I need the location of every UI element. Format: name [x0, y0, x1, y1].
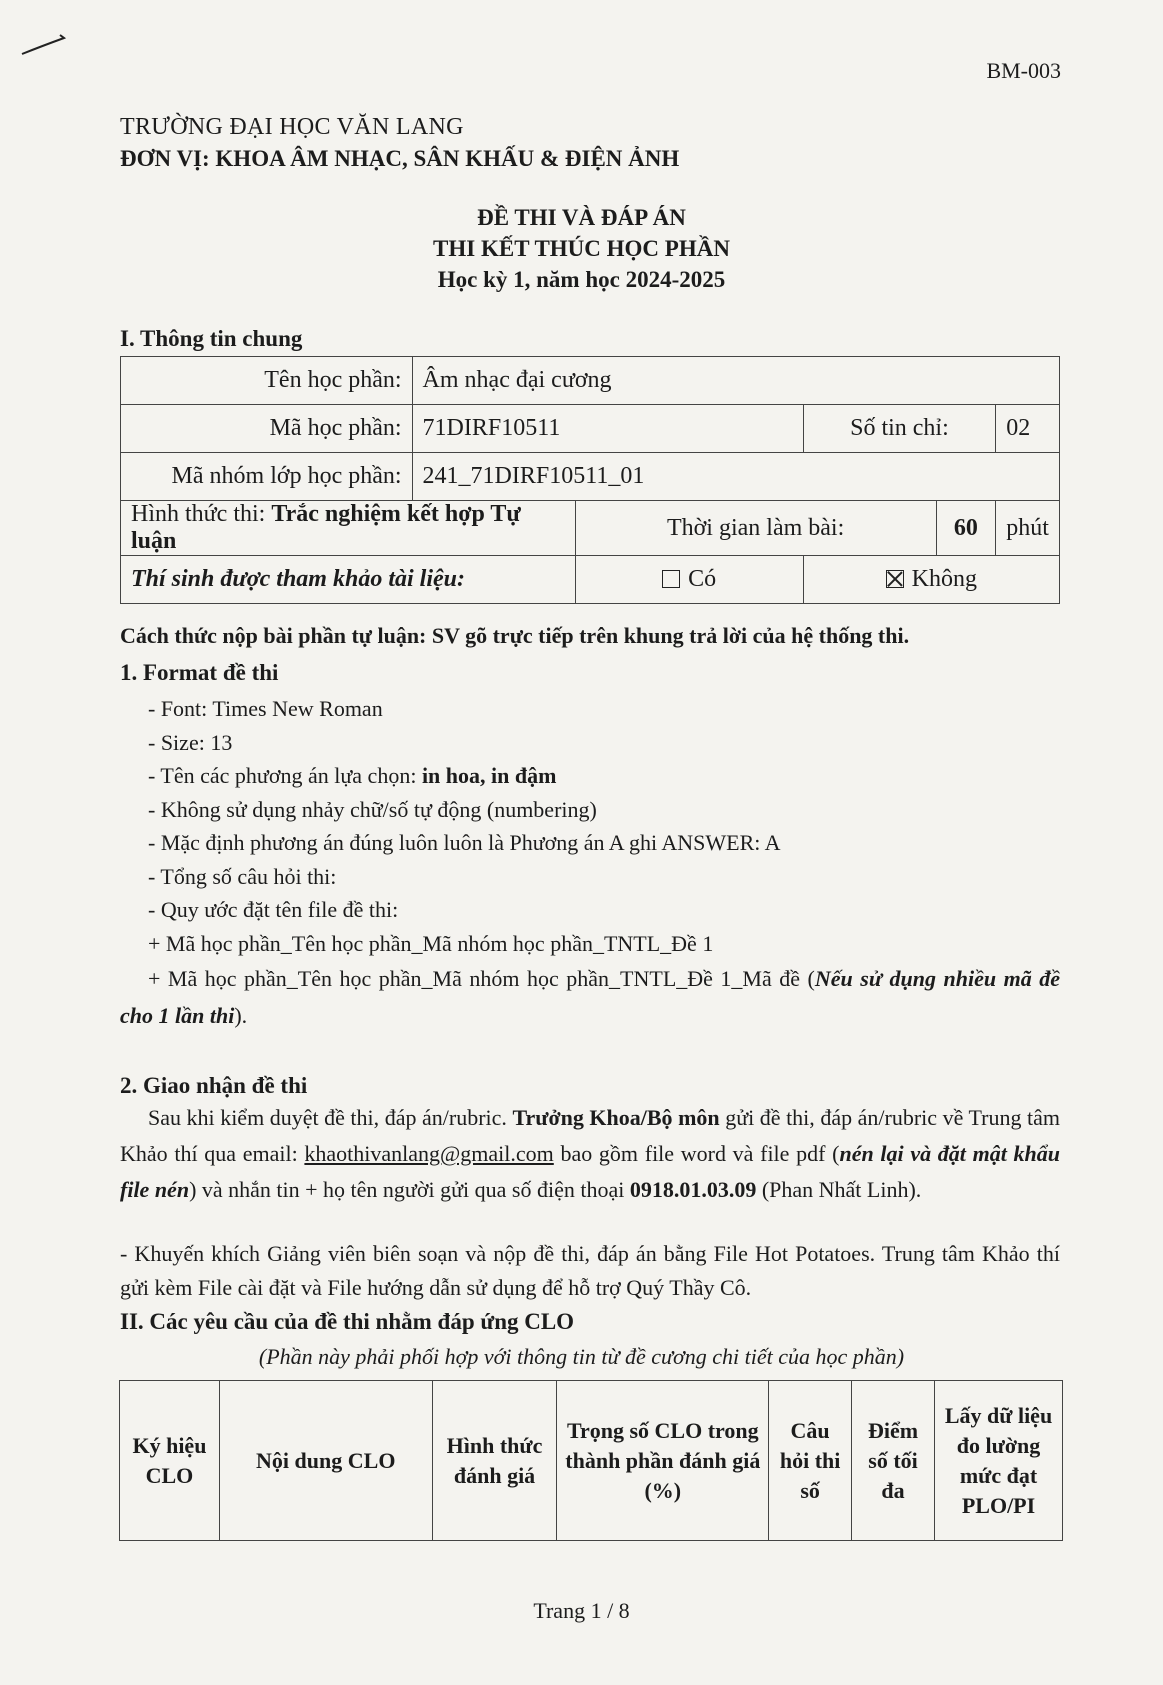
clo-col-plo: Lấy dữ liệu đo lường mức đạt PLO/PI — [935, 1381, 1063, 1541]
section2-subtitle: (Phần này phải phối hợp với thông tin từ đề cương chi tiết của học phần) — [258, 1344, 905, 1369]
school-name: TRƯỜNG ĐẠI HỌC VĂN LANG — [120, 114, 464, 140]
credits-value: 02 — [996, 405, 1060, 453]
format-item: - Không sử dụng nhảy chữ/số tự động (numbering) — [148, 796, 597, 822]
format-item-options: - Tên các phương án lựa chọn: in hoa, in đậm — [148, 763, 557, 788]
delivery-heading: 2. Giao nhận đề thi — [120, 1073, 308, 1098]
doc-title-line2: THI KẾT THÚC HỌC PHẦN — [433, 236, 730, 261]
reference-label: Thí sinh được tham khảo tài liệu: — [121, 556, 576, 604]
exam-form-cell — [121, 501, 576, 556]
duration-unit: phút — [996, 501, 1060, 556]
clo-col-max-score: Điểm số tối đa — [852, 1381, 935, 1541]
format-item: - Tổng số câu hỏi thi: — [148, 863, 337, 889]
row-reference — [121, 556, 1060, 604]
row-exam-form — [121, 501, 1060, 556]
clo-col-weight: Trọng số CLO trong thành phần đánh giá (%) — [557, 1381, 769, 1541]
submission-note: Cách thức nộp bài phần tự luận: SV gõ trực tiếp trên khung trả lời của hệ thống thi. — [120, 623, 910, 648]
file-rule-1: + Mã học phần_Tên học phần_Mã nhóm học phần_TNTL_Đề 1 — [148, 930, 714, 956]
checkbox-no-checked-icon — [886, 570, 904, 588]
row-course-name — [121, 357, 1060, 405]
credits-label: Số tin chỉ: — [803, 405, 996, 453]
exam-form-value: Trắc nghiệm kết hợp Tự luận — [131, 501, 521, 554]
exam-form-label: Hình thức thi: — [131, 501, 266, 527]
reference-no-cell — [803, 556, 1059, 604]
format-item: - Mặc định phương án đúng luôn luôn là Phương án A ghi ANSWER: A — [148, 830, 781, 855]
format-list — [148, 692, 781, 960]
format-item: - Size: 13 — [148, 729, 233, 755]
clo-col-code: Ký hiệu CLO — [120, 1381, 220, 1541]
reference-yes-label: Có — [688, 566, 717, 592]
course-info-table — [120, 356, 1060, 604]
section1-heading: I. Thông tin chung — [120, 326, 303, 351]
course-code-value: 71DIRF10511 — [412, 405, 803, 453]
format-item: - Font: Times New Roman — [148, 696, 383, 721]
email-link[interactable]: khaothivanlang@gmail.com — [304, 1141, 554, 1166]
duration-label: Thời gian làm bài: — [575, 501, 936, 556]
group-code-label: Mã nhóm lớp học phần: — [121, 453, 413, 501]
pen-stroke-mark — [20, 30, 70, 60]
duration-value: 60 — [936, 501, 996, 556]
clo-header-row — [120, 1381, 1063, 1541]
clo-table — [119, 1380, 1063, 1541]
format-heading: 1. Format đề thi — [120, 660, 279, 685]
course-name-value: Âm nhạc đại cương — [412, 357, 1059, 405]
row-group-code — [121, 453, 1060, 501]
section2-heading: II. Các yêu cầu của đề thi nhằm đáp ứng CLO — [120, 1309, 575, 1334]
course-code-label: Mã học phần: — [121, 405, 413, 453]
group-code-value: 241_71DIRF10511_01 — [412, 453, 1059, 501]
doc-title-line3: Học kỳ 1, năm học 2024-2025 — [437, 267, 726, 292]
clo-col-content: Nội dung CLO — [219, 1381, 432, 1541]
doc-title-line1: ĐỀ THI VÀ ĐÁP ÁN — [477, 205, 686, 230]
unit-name: ĐƠN VỊ: KHOA ÂM NHẠC, SÂN KHẤU & ĐIỆN ẢNH — [120, 146, 680, 171]
hot-potatoes-paragraph: - Khuyến khích Giảng viên biên soạn và nộp đề thi, đáp án bằng File Hot Potatoes. Trung tâm Khảo thí gửi kèm File cài đặt và File hướng dẫn sử dụng để hỗ trợ Quý Thầy Cô. — [120, 1241, 1060, 1300]
reference-no-label: Không — [911, 566, 977, 592]
clo-col-question: Câu hỏi thi số — [769, 1381, 852, 1541]
course-name-label: Tên học phần: — [121, 357, 413, 405]
row-course-code — [121, 405, 1060, 453]
reference-yes-cell — [575, 556, 803, 604]
delivery-paragraph: Sau khi kiểm duyệt đề thi, đáp án/rubric. Trưởng Khoa/Bộ môn gửi đề thi, đáp án/rubric về Trung tâm Khảo thí qua email: khaothivanlang@gmail.com bao gồm file word và file pdf (nén lại và đặt mật khẩu file nén) và nhắn tin + họ tên người gửi qua số điện thoại 0918.01.03.09 (Phan Nhất Linh). — [120, 1105, 1061, 1202]
form-code: BM-003 — [986, 58, 1061, 83]
phone-number: 0918.01.03.09 — [629, 1177, 757, 1202]
clo-col-assessment: Hình thức đánh giá — [432, 1381, 557, 1541]
file-rule-2: + Mã học phần_Tên học phần_Mã nhóm học phần_TNTL_Đề 1_Mã đề (Nếu sử dụng nhiều mã đề cho 1 lần thi). — [120, 966, 1060, 1028]
format-item: - Quy ước đặt tên file đề thi: — [148, 897, 399, 922]
checkbox-yes-icon — [662, 570, 680, 588]
page-number: Trang 1 / 8 — [533, 1598, 630, 1623]
